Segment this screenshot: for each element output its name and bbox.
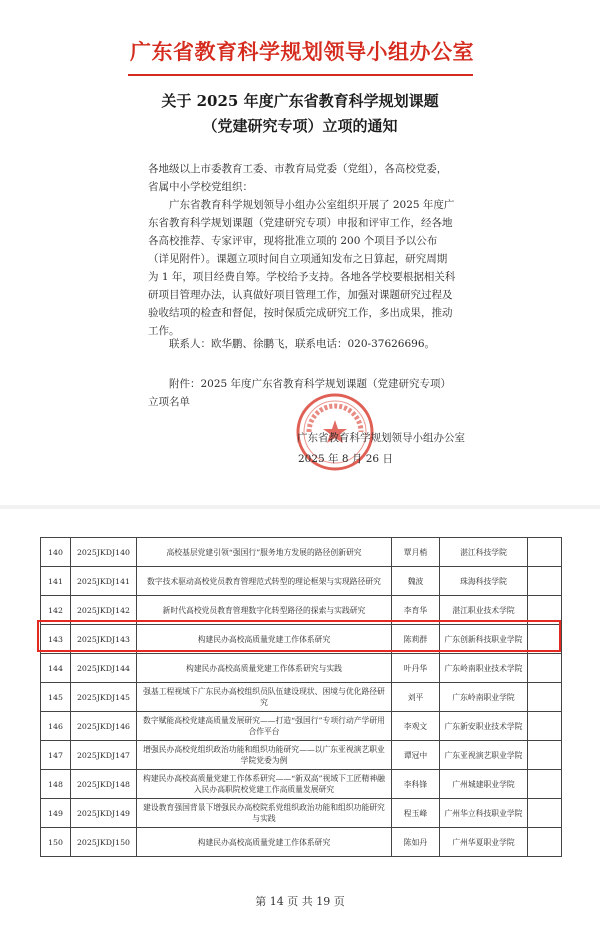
row-number: 150: [41, 828, 71, 857]
red-header-rule: [128, 74, 473, 76]
project-id: 2025JKDJ150: [71, 828, 137, 857]
project-leader: 魏波: [392, 567, 440, 596]
project-leader: 覃月梢: [392, 538, 440, 567]
project-id: 2025JKDJ142: [71, 596, 137, 625]
empty-cell: [528, 596, 562, 625]
table-row: [41, 538, 562, 567]
project-list-table-wrapper: [40, 537, 561, 857]
row-number: 141: [41, 567, 71, 596]
notice-contact: 联系人：欧华鹏、徐鹏飞，联系电话：020-37626696。: [169, 338, 436, 350]
project-id: 2025JKDJ143: [71, 625, 137, 654]
project-title: 构建民办高校高质量党建工作体系研究: [137, 625, 392, 654]
project-unit: 广州华夏职业学院: [440, 828, 528, 857]
project-leader: 李科锋: [392, 770, 440, 799]
project-leader: 李育华: [392, 596, 440, 625]
empty-cell: [528, 538, 562, 567]
project-unit: 广东亚视演艺职业学院: [440, 741, 528, 770]
project-id: 2025JKDJ145: [71, 683, 137, 712]
empty-cell: [528, 625, 562, 654]
project-title: 构建民办高校高质量党建工作体系研究: [137, 828, 392, 857]
notice-title-line2: （党建研究专项）立项的通知: [202, 117, 398, 135]
empty-cell: [528, 799, 562, 828]
row-number: 145: [41, 683, 71, 712]
project-unit: 广东创新科技职业学院: [440, 625, 528, 654]
table-row: [41, 828, 562, 857]
project-unit: 广东岭南职业技术学院: [440, 654, 528, 683]
project-title: 高校基层党建引领“强国行”服务地方发展的路径创新研究: [137, 538, 392, 567]
project-title: 强基工程视域下广东民办高校组织员队伍建设现状、困境与优化路径研究: [137, 683, 392, 712]
project-leader: 李观文: [392, 712, 440, 741]
table-row: [41, 654, 562, 683]
row-number: 142: [41, 596, 71, 625]
empty-cell: [528, 654, 562, 683]
table-row: [41, 567, 562, 596]
page-separator: [0, 505, 600, 509]
row-number: 140: [41, 538, 71, 567]
project-leader: 叶丹华: [392, 654, 440, 683]
project-title: 构建民办高校高质量党建工作体系研究——“新双高”视域下工匠精神融入民办高职院校党建工作高质量发展研究: [137, 770, 392, 799]
project-title: 数字技术驱动高校党员教育管理范式转型的理论框架与实现路径研究: [137, 567, 392, 596]
project-list-table: [40, 537, 562, 857]
notice-date: 2025 年 8 月 26 日: [298, 453, 393, 465]
table-row: [41, 596, 562, 625]
project-title: 增强民办高校党组织政治功能和组织功能研究——以广东亚视演艺职业学院党委为例: [137, 741, 392, 770]
empty-cell: [528, 741, 562, 770]
table-row: [41, 712, 562, 741]
project-leader: 刘平: [392, 683, 440, 712]
row-number: 147: [41, 741, 71, 770]
table-row: [41, 741, 562, 770]
empty-cell: [528, 567, 562, 596]
page-number: 第 14 页 共 19 页: [255, 895, 345, 908]
project-id: 2025JKDJ144: [71, 654, 137, 683]
project-title: 构建民办高校高质量党建工作体系研究与实践: [137, 654, 392, 683]
row-number: 144: [41, 654, 71, 683]
notice-title-line1: 关于 2025 年度广东省教育科学规划课题: [161, 92, 439, 110]
project-title: 数字赋能高校党建高质量发展研究——打造“强国行”专项行动产学研用合作平台: [137, 712, 392, 741]
project-unit: 湛江科技学院: [440, 538, 528, 567]
table-row: [41, 770, 562, 799]
empty-cell: [528, 683, 562, 712]
project-id: 2025JKDJ148: [71, 770, 137, 799]
project-unit: 广州城建职业学院: [440, 770, 528, 799]
row-number: 146: [41, 712, 71, 741]
notice-attachment: 附件：2025 年度广东省教育科学规划课题（党建研究专项）立项名单: [148, 378, 452, 408]
row-number: 143: [41, 625, 71, 654]
project-title: 建设教育强国背景下增强民办高校院系党组织政治功能和组织功能研究与实践: [137, 799, 392, 828]
notice-signature: 广东省教育科学规划领导小组办公室: [297, 432, 465, 444]
project-id: 2025JKDJ141: [71, 567, 137, 596]
empty-cell: [528, 712, 562, 741]
row-number: 148: [41, 770, 71, 799]
org-title: 广东省教育科学规划领导小组办公室: [130, 39, 474, 64]
project-leader: 陈如丹: [392, 828, 440, 857]
project-unit: 广东岭南职业学院: [440, 683, 528, 712]
empty-cell: [528, 828, 562, 857]
project-id: 2025JKDJ146: [71, 712, 137, 741]
table-row: [41, 799, 562, 828]
notice-greeting: 各地级以上市委教育工委、市教育局党委（党组），各高校党委，省属中小学校党组织：: [148, 163, 448, 193]
project-unit: 珠海科技学院: [440, 567, 528, 596]
project-id: 2025JKDJ140: [71, 538, 137, 567]
project-unit: 广东新安职业技术学院: [440, 712, 528, 741]
project-id: 2025JKDJ149: [71, 799, 137, 828]
table-row: [41, 683, 562, 712]
project-leader: 谭冠中: [392, 741, 440, 770]
project-title: 新时代高校党员教育管理数字化转型路径的探索与实践研究: [137, 596, 392, 625]
row-number: 149: [41, 799, 71, 828]
notice-paragraph: 广东省教育科学规划领导小组办公室组织开展了 2025 年度广东省教育科学规划课题（党建研究专项）申报和评审工作，经各地各高校推荐、专家评审，现将批准立项的 200 个项目予以公布（详见附件）。课题立项时间自立项通知发布之日算起，研究周期为 1 年，项目经费自筹。学校给予支持。各地各学校要根据相关科研项目管理办法，认真做好项目管理工作，加强对课题研究过程及验收结项的检查和督促，按时保质完成研究工作，多出成果，推动工作。: [148, 199, 456, 337]
table-row-highlighted: [41, 625, 562, 654]
project-unit: 湛江职业技术学院: [440, 596, 528, 625]
project-leader: 陈莉群: [392, 625, 440, 654]
project-unit: 广州华立科技职业学院: [440, 799, 528, 828]
project-id: 2025JKDJ147: [71, 741, 137, 770]
empty-cell: [528, 770, 562, 799]
project-leader: 程玉峰: [392, 799, 440, 828]
